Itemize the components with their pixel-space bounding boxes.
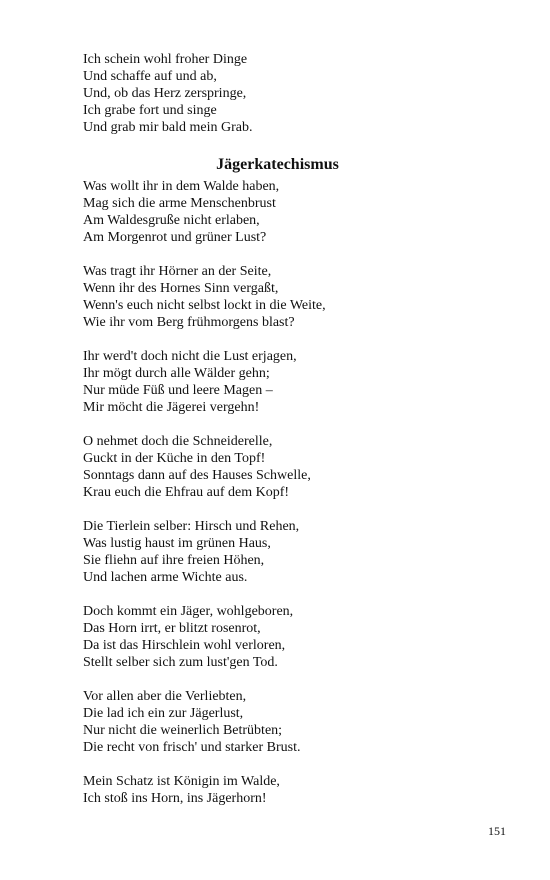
poem-line: Mein Schatz ist Königin im Walde, [83, 774, 280, 789]
poem-line: Das Horn irrt, er blitzt rosenrot, [83, 621, 261, 636]
poem-line: Die recht von frisch' und starker Brust. [83, 740, 301, 755]
poem-line: Ich schein wohl froher Dinge [83, 52, 248, 67]
poem-line: Wenn ihr des Hornes Sinn vergaßt, [83, 281, 279, 296]
poem-line: Ihr werd't doch nicht die Lust erjagen, [83, 349, 297, 364]
poem-line: Mir möcht die Jägerei vergehn! [83, 400, 260, 415]
poem-line: Die Tierlein selber: Hirsch und Rehen, [83, 519, 300, 534]
poem-line: Stellt selber sich zum lust'gen Tod. [83, 655, 278, 670]
poem-line: Nur nicht die weinerlich Betrübten; [83, 723, 283, 738]
poem-line: Vor allen aber die Verliebten, [83, 689, 247, 704]
stanza-3 [83, 348, 503, 416]
poem-line: Doch kommt ein Jäger, wohlgeboren, [83, 604, 294, 619]
poem-line: Was wollt ihr in dem Walde haben, [83, 179, 280, 194]
stanza-2 [83, 263, 503, 331]
poem-line: Nur müde Füß und leere Magen – [83, 383, 273, 398]
poem-line: Da ist das Hirschlein wohl verloren, [83, 638, 286, 653]
poem-line: Was tragt ihr Hörner an der Seite, [83, 264, 272, 279]
poem-line: Sonntags dann auf des Hauses Schwelle, [83, 468, 311, 483]
poem-line: Am Morgenrot und grüner Lust? [83, 230, 267, 245]
stanza-6 [83, 603, 503, 671]
page-number: 151 [488, 824, 506, 838]
poem-line: Und grab mir bald mein Grab. [83, 120, 253, 135]
poem-line: Was lustig haust im grünen Haus, [83, 536, 271, 551]
stanza-1 [83, 178, 503, 246]
poem-line: Und, ob das Herz zerspringe, [83, 86, 247, 101]
poem-line: Und schaffe auf und ab, [83, 69, 217, 84]
poem-line: Ich stoß ins Horn, ins Jägerhorn! [83, 791, 267, 806]
poem-line: Und lachen arme Wichte aus. [83, 570, 248, 585]
poem-line: Wie ihr vom Berg frühmorgens blast? [83, 315, 295, 330]
poem-line: Ihr mögt durch alle Wälder gehn; [83, 366, 270, 381]
poem-line: Am Waldesgruße nicht erlaben, [83, 213, 260, 228]
poem-line: Sie fliehn auf ihre freien Höhen, [83, 553, 265, 568]
poem-line: O nehmet doch die Schneiderelle, [83, 434, 273, 449]
poem-line: Guckt in der Küche in den Topf! [83, 451, 266, 466]
poem-line: Krau euch die Ehfrau auf dem Kopf! [83, 485, 290, 500]
stanza-5 [83, 518, 503, 586]
poem-line: Mag sich die arme Menschenbrust [83, 196, 276, 211]
poem-title: Jägerkatechismus [216, 156, 339, 173]
page-content [83, 51, 503, 807]
stanza-8 [83, 773, 503, 807]
poem-line: Die lad ich ein zur Jägerlust, [83, 706, 244, 721]
poem-line: Wenn's euch nicht selbst lockt in die Weite, [83, 298, 326, 313]
poem-line: Ich grabe fort und singe [83, 103, 217, 118]
stanza-7 [83, 688, 503, 756]
stanza-4 [83, 433, 503, 501]
intro-stanza [83, 51, 503, 136]
